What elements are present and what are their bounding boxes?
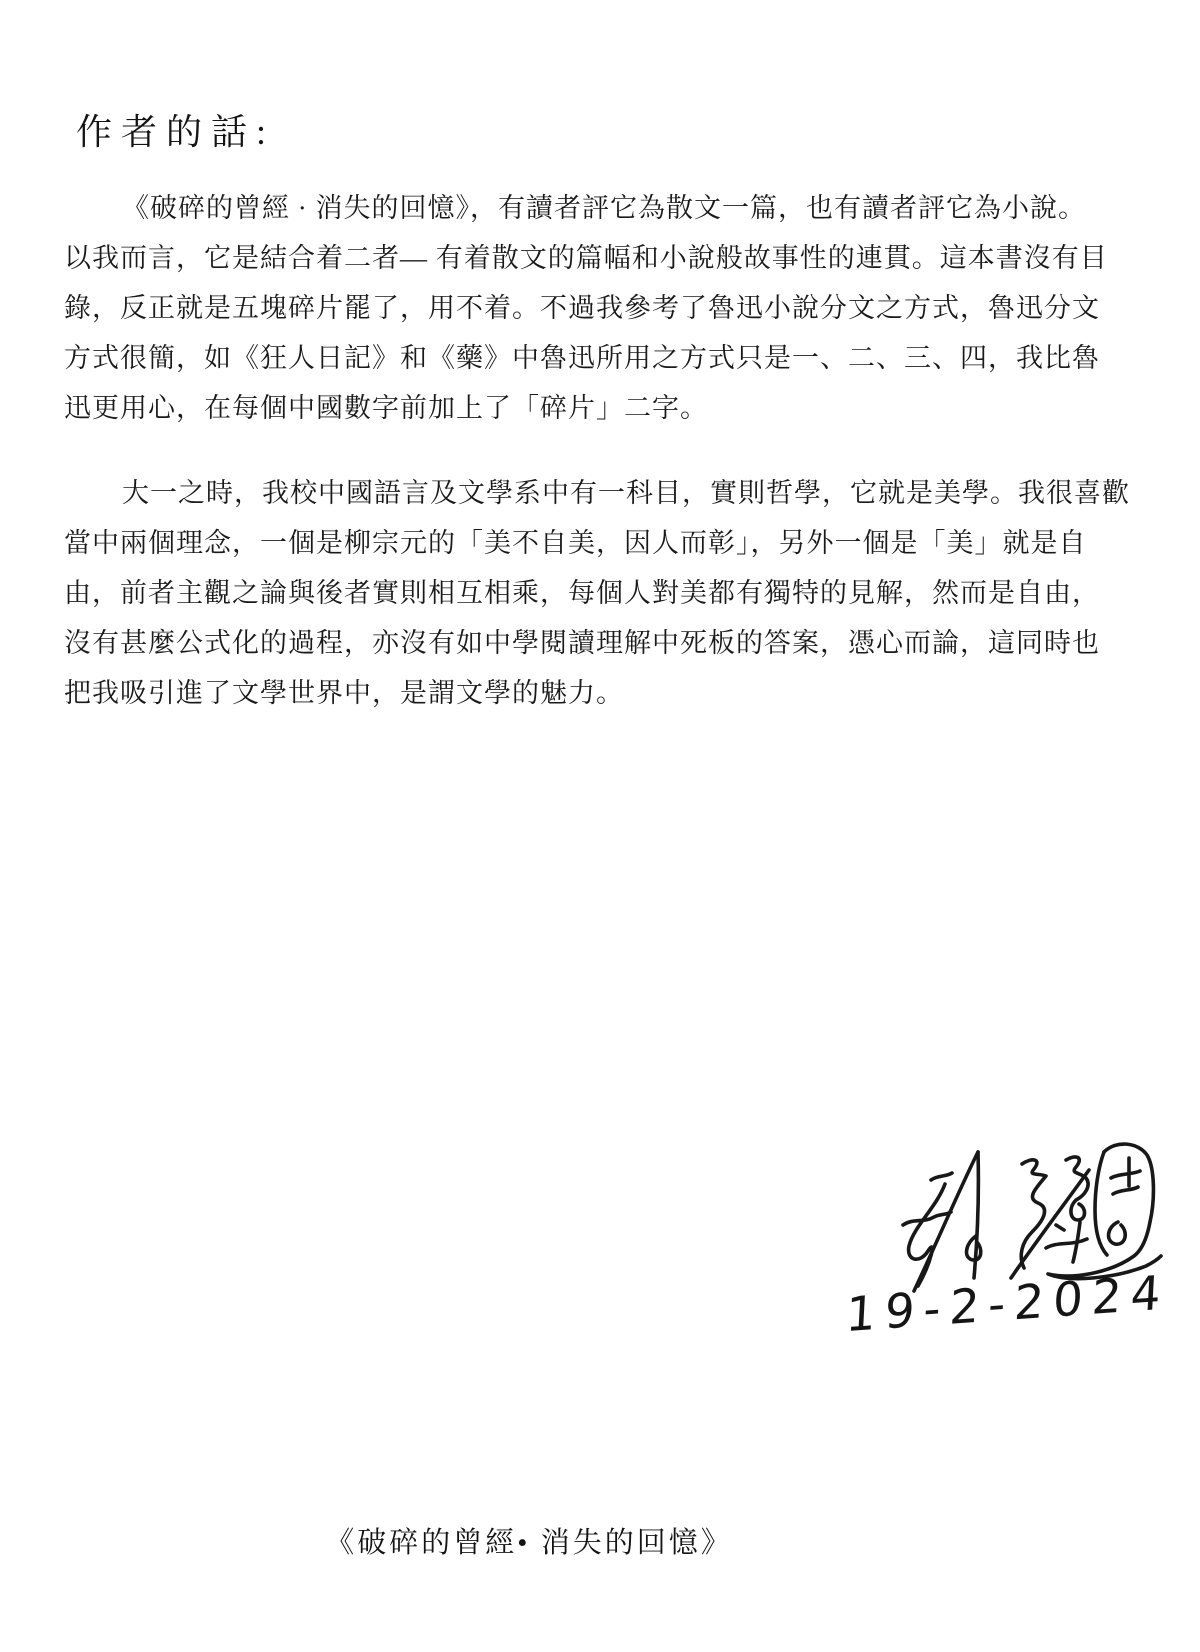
paragraph-line: 當中兩個理念，一個是柳宗元的「美不自美，因人而彰」，另外一個是「美」就是自 [64,528,1087,558]
paragraph-line: 沒有甚麼公式化的過程，亦沒有如中學閱讀理解中死板的答案，憑心而論，這同時也 [64,628,1100,658]
paragraph-line: 以我而言，它是結合着二者— 有着散文的篇幅和小說般故事性的連貫。這本書沒有目 [64,243,1108,273]
paragraph-line: 《破碎的曾經 · 消失的回憶》，有讀者評它為散文一篇，也有讀者評它為小說。 [122,193,1086,223]
paragraph-1 [64,183,1108,433]
paragraph-line: 迅更用心，在每個中國數字前加上了「碎片」二字。 [64,393,708,423]
paragraph-line: 錄，反正就是五塊碎片罷了，用不着。不過我參考了魯迅小說分文之方式，魯迅分文 [64,293,1100,323]
paragraph-line: 把我吸引進了文學世界中，是謂文學的魅力。 [64,678,624,708]
paragraph-line: 由，前者主觀之論與後者實則相互相乘，每個人對美都有獨特的見解，然而是自由， [64,578,1100,608]
paragraph-2 [64,468,1130,718]
book-title-footer: 《破碎的曾經• 消失的回憶》 [325,1527,733,1559]
handwritten-date: 19-2-2024 [844,1265,1171,1344]
page-title: 作者的話: [76,112,276,152]
paragraph-line: 大一之時，我校中國語言及文學系中有一科目，實則哲學，它就是美學。我很喜歡 [122,478,1130,508]
paragraph-line: 方式很簡，如《狂人日記》和《藥》中魯迅所用之方式只是一、二、三、四，我比魯 [64,343,1100,373]
